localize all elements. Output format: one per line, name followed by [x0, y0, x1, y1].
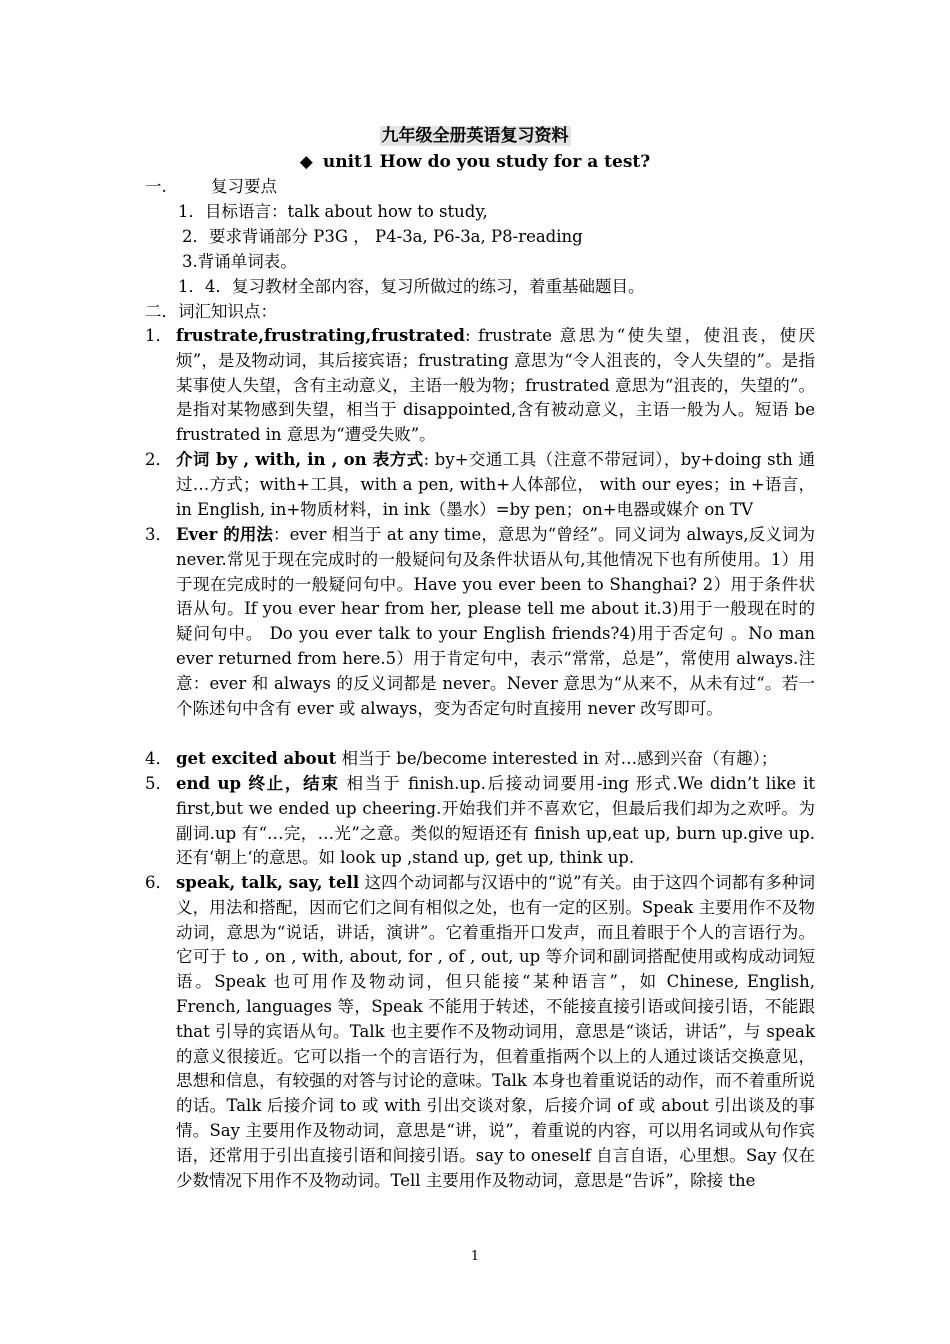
vocab-item-6 [145, 871, 815, 1193]
item-term: frustrate,frustrating,frustrated [176, 326, 465, 345]
item-text: : frustrate 意思为“使失望，使沮丧，使厌烦”，是及物动词，其后接宾语；frustrating 意思为“令人沮丧的，令人失望的”。是指某事使人失望，含有主动意义，主语一般为物；frustrated 意思为“沮丧的，失望的”。是指对某物感到失望，相当于 disappointed,含有被动意义，主语一般为人。短语 be frustrated in 意思为“遭受失败”。 [176, 326, 815, 445]
item-number: 5． [145, 774, 172, 793]
item-term: 介词 by , with, in , on 表方式 [176, 450, 424, 469]
item-term: get excited about [176, 749, 337, 768]
title-text: 九年级全册英语复习资料 [381, 126, 569, 146]
section1-heading-num: 一. [145, 177, 167, 196]
item-text: 相当于 finish.up.后接动词要用-ing 形式.We didn’t like it first,but we ended up cheering.开始我们并不喜欢它，但最后我们却为之欢呼。为副词.up 有“…完，…光”之意。类似的短语还有 finish up,eat up, burn up.give up.还有‘朝上‘的意思。如 look up ,stand up, get up, think up. [176, 774, 815, 868]
section2-heading: 二．词汇知识点： [145, 302, 277, 321]
document-title [0, 124, 950, 148]
unit-heading [0, 150, 950, 174]
vocab-item-5 [145, 772, 815, 871]
item-number: 6． [145, 873, 172, 892]
item-term: end up 终止，结束 [176, 774, 340, 793]
item-text: 这四个动词都与汉语中的“说”有关。由于这四个词都有多种词义，用法和搭配，因而它们之间有相似之处，也有一定的区别。Speak 主要用作不及物动词，意思为“说话，讲话，演讲”。它着重指开口发声，而且着眼于个人的言语行为。它可于 to , on , with, about, for , of , out, up 等介词和副词搭配使用或构成动词短语。Speak 也可用作及物动词，但只能接“某种语言”，如 Chinese, English, French, languages 等，Speak 不能用于转述，不能接直接引语或间接引语，不能跟 that 引导的宾语从句。Talk 也主要作不及物动词用，意思是“谈话，讲话”，与 speak 的意义很接近。它可以指一个的言语行为，但着重指两个以上的人通过谈话交换意见，思想和信息，有较强的对答与讨论的意味。Talk 本身也着重说话的动作，而不着重所说的话。Talk 后接介词 to 或 with 引出交谈对象，后接介词 of 或 about 引出谈及的事情。Say 主要用作及物动词，意思是“讲，说”，着重说的内容，可以用名词或从句作宾语，还常用于引出直接引语和间接引语。say to oneself 自言自语，心里想。Say 仅在少数情况下用作不及物动词。Tell 主要用作及物动词，意思是“告诉”，除接 the [176, 873, 815, 1190]
vocab-item-1 [145, 324, 815, 448]
item-text: : by+交通工具（注意不带冠词），by+doing sth 通过…方式；with+工具，with a pen, with+人体部位， with our eyes；in +语言，in English, in+物质材料，in ink（墨水）=by pen；on+电器或媒介 on TV [176, 450, 815, 519]
vocab-item-4 [145, 747, 815, 772]
page-number: 1 [470, 1249, 480, 1264]
item-number: 3． [145, 525, 172, 544]
item-text: ：ever 相当于 at any time，意思为“曾经”。同义词为 always,反义词为 never.常见于现在完成时的一般疑问句及条件状语从句,其他情况下也有所使用。1）用于现在完成时的一般疑问句中。Have you ever been to Shanghai? 2）用于条件状语从句。If you ever hear from her, please tell me about it.3)用于一般现在时的疑问句中。 Do you ever talk to your English friends?4)用于否定句 。No man ever returned from here.5）用于肯定句中，表示“常常，总是”，常使用 always.注意：ever 和 always 的反义词都是 never。Never 意思为“从来不，从未有过“。若一个陈述句中含有 ever 或 always，变为否定句时直接用 never 改写即可。 [176, 525, 815, 718]
item-term: Ever 的用法 [176, 525, 274, 544]
vocab-item-3 [145, 523, 815, 721]
item-number: 4． [145, 749, 172, 768]
item-number: 1． [145, 326, 172, 345]
item-text: 相当于 be/become interested in 对…感到兴奋（有趣）； [336, 749, 778, 768]
section1-heading: 复习要点 [211, 177, 277, 196]
vocab-item-2 [145, 448, 815, 522]
review-point-2: 2．要求背诵部分 P3G ， P4-3a, P6-3a, P8-reading [182, 227, 583, 246]
review-point-3: 3.背诵单词表。 [182, 252, 297, 271]
review-point-4: 1．4．复习教材全部内容，复习所做过的练习，着重基础题目。 [178, 277, 645, 296]
unit-heading-text: unit1 How do you study for a test? [322, 152, 651, 172]
diamond-bullet-icon: ◆ [299, 152, 313, 172]
item-number: 2． [145, 450, 172, 469]
review-point-1: 1．目标语言：talk about how to study, [178, 202, 488, 221]
item-term: speak, talk, say, tell [176, 873, 360, 892]
